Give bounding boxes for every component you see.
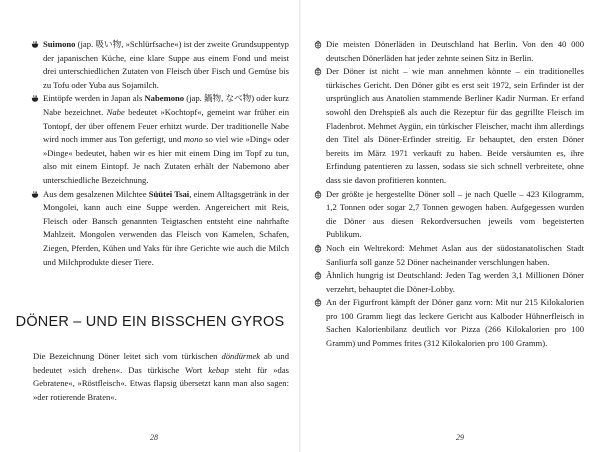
text-span: Noch ein Weltrekord: Mehmet Aslan aus der südostanatolischen Stadt Sanliurfa soll ganze 52 Döner nacheinander verschlungen haben.: [326, 242, 584, 267]
text-span: steht für »das Gebratene«, »Röstfleisch«. Etwas flapsig übersetzt kann man also sagen: »der rotierende Braten«.: [33, 364, 289, 402]
text-span: An der Figurfront kämpft der Döner ganz vorn: Mit nur 215 Kilokalorien pro 100 Gramm liegt das leckere Gericht aus Kalboder Hühnerfleisch in Sachen Kalorienbilanz deutlich vor Pizza (266 Kilokalorien pro 100 Gramm) und Pommes frites (312 Kilokalorien pro 100 Gramm).: [326, 297, 584, 349]
term-nabemono: Nabemono: [144, 93, 185, 104]
list-item: [316, 296, 584, 350]
section-heading: DÖNER – UND EIN BISSCHEN GYROS: [15, 314, 285, 330]
noodle-bowl-icon: [31, 40, 39, 49]
doner-skewer-icon: [314, 40, 322, 49]
list-item: [33, 188, 289, 270]
right-column: [316, 38, 584, 351]
italic-term: döndürmek: [221, 351, 261, 361]
text-span: Die meisten Dönerläden in Deutschland hat Berlin. Von den 40 000 deutschen Dönerläden hat jeder zehnte seinen Sitz in Berlin.: [326, 39, 584, 63]
text-span: ) oder kurz Nabe bezeichnet.: [43, 93, 289, 117]
right-page: [300, 0, 600, 452]
text-span: Ähnlich hungrig ist Deutschland: Jeden Tag werden 3,1 Millionen Döner verzehrt, behauptet die Döner-Lobby.: [326, 270, 584, 294]
text-span: (jap.: [184, 93, 204, 104]
doner-skewer-icon: [314, 244, 322, 253]
italic-term: kebap: [208, 364, 229, 375]
body-paragraph: [33, 350, 289, 404]
text-span: Eintöpfe werden in Japan als: [43, 93, 145, 104]
doner-skewer-icon: [314, 271, 322, 280]
japanese-text: 吸い物: [95, 39, 122, 49]
list-item: [316, 188, 584, 242]
text-span: Der Döner ist nicht – wie man annehmen könnte – ein traditionelles türkisches Gericht. Den Döner gibt es erst seit 1972, sein Erfinder ist der ursprünglich aus Anatolien stammende Berliner Kadir Nurman. Er erfand sowohl den Drehspieß als auch die Rezeptur für das gegrillte Fleisch im Fladenbrot. Mehmet Aygün, ein türkischer Fleischer, macht ihm allerdings den Titel als Döner-Erfinder streitig. Er behauptet, den ersten Döner bereits im März 1971 verkauft zu haben. Beide versäumten es, ihre Erfindung patentieren zu lassen, sodass sie sich schnell verbreitete, ohne dass sie davon profitieren konnten.: [326, 66, 584, 185]
list-item: [316, 269, 584, 296]
page-number: 29: [456, 433, 464, 442]
text-span: , »Schlürfsache«) ist der zweite Grundsuppentyp der japanischen Küche, eine klare Suppe aus einem Fond und meist drei unterschiedlichen Zutaten von Fleisch über Fisch und Gemüse bis zu Tofu oder Yuba aus Sojamilch.: [43, 39, 289, 90]
text-span: (jap.: [75, 39, 96, 49]
doner-skewer-icon: [314, 67, 322, 76]
text-span: Die Bezeichnung Döner leitet sich vom türkischen: [33, 351, 222, 361]
list-item: [316, 242, 584, 269]
text-span: Aus dem gesalzenen Milchtee: [43, 188, 149, 199]
doner-skewer-icon: [314, 298, 322, 307]
list-item: [33, 92, 289, 187]
list-item: [316, 38, 584, 65]
noodle-bowl-icon: [31, 94, 39, 103]
japanese-text: 鍋物, なべ物: [203, 93, 252, 104]
text-span: bedeutet »Kochtopf«, gemeint war früher ein Tontopf, der über offenem Feuer erhitzt wurde. Der traditionelle Nabe wird noch immer aus Ton gefertigt, und: [43, 106, 289, 145]
left-column: [33, 38, 289, 269]
text-span: ab und bedeutet »sich drehen«. Das türkische Wort: [33, 351, 289, 375]
text-span: so viel wie »Ding« oder »Dinge« bedeutet, haben wir es hier mit einem Ding im Topf zu tun, also mit einem Eintopf. Je nach Zutaten erhält der Nabemono aber unterschiedliche Bezeichnung.: [43, 134, 289, 185]
text-span: , einem Alltagsgetränk in der Mongolei, kann auch eine Suppe werden. Angereichert mit Reis, Fleisch oder Bansch genannten Teigtaschen entsteht eine nahrhafte Mahlzeit. Mongolen verwenden das Fleisch von Kamelen, Schafen, Ziegen, Pferden, Kühen und Yaks für ihre Gerichte wie auch die Milch und Milchprodukte dieser Tiere.: [43, 188, 289, 267]
list-item: [33, 38, 289, 92]
noodle-bowl-icon: [31, 190, 39, 199]
italic-term: mono: [183, 134, 203, 145]
italic-term: Nabe: [106, 106, 125, 117]
list-item: [316, 65, 584, 187]
page-number: 28: [150, 433, 158, 442]
term-suutei-tsai: Süütei Tsai: [148, 188, 190, 199]
doner-skewer-icon: [314, 190, 322, 199]
text-span: Der größte je hergestellte Döner soll – je nach Quelle – 423 Kilogramm, 1,2 Tonnen oder sogar 2,7 Tonnen gewogen haben. Aufgegessen wurden die Döner aus diesen Rekordversuchen jeweils vom begeisterten Publikum.: [326, 188, 584, 240]
term-suimono: Suimono: [43, 39, 76, 49]
